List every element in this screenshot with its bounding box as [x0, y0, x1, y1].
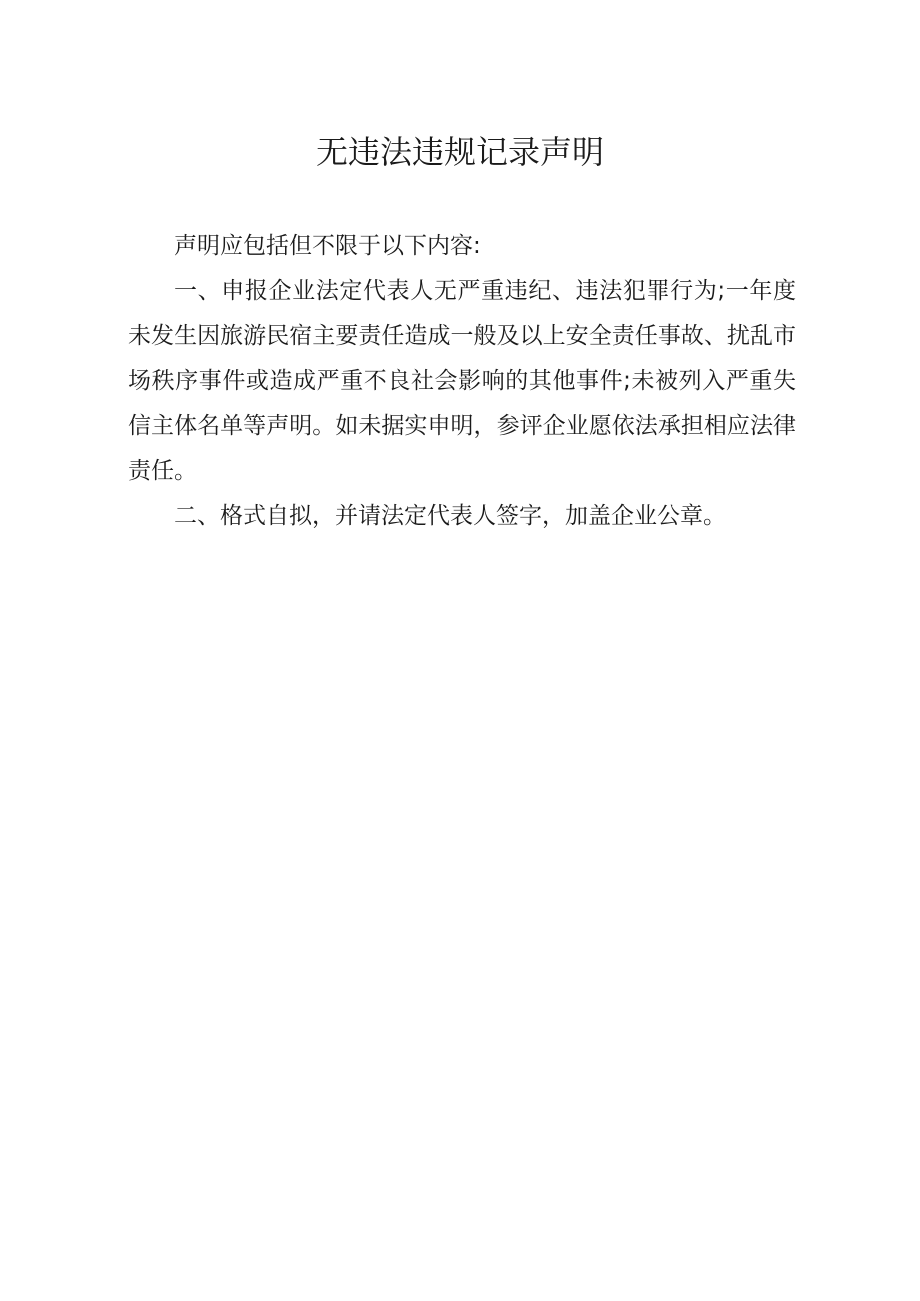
document-title: 无违法违规记录声明: [315, 133, 604, 171]
document-body: [128, 224, 796, 539]
paragraph-item-one: 一、申报企业法定代表人无严重违纪、违法犯罪行为;一年度未发生因旅游民宿主要责任造成一般及以上安全责任事故、扰乱市场秩序事件或造成严重不良社会影响的其他事件;未被列入严重失信主体名单等声明。如未据实申明，参评企业愿依法承担相应法律责任。: [128, 278, 796, 484]
paragraph-item-two: 二、格式自拟，并请法定代表人签字，加盖企业公章。: [174, 503, 726, 529]
paragraph-intro: 声明应包括但不限于以下内容:: [174, 233, 481, 259]
